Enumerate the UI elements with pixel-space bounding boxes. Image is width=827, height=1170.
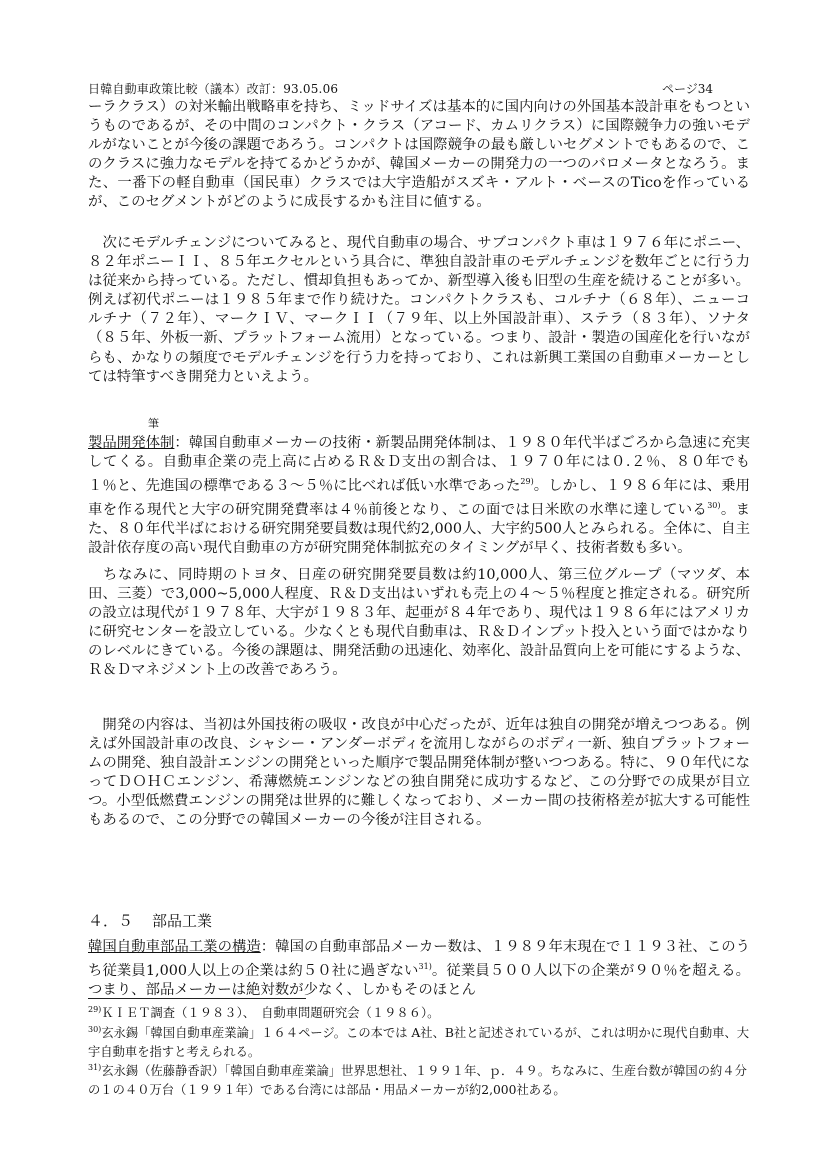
paragraph-model-change: 次にモデルチェンジについてみると、現代自動車の場合、サブコンパクト車は１９７６年にポニー、８２年ポニーＩＩ、８５年エクセルという具合に、準独自設計車のモデルチェンジを数年ごとに行う力は従来から持っている。ただし、慣却負担もあってか、新型導入後も旧型の生産を続けることが多い。例えば初代ポニーは１９８５年まで作り続けた。コンパクトクラスも、コルチナ（６８年）、ニューコルチナ（７２年）、マークＩＶ、マークＩＩ（７９年、以上外国設計車）、ステラ（８３年）、ソナタ（８５年、外板一新、プラットフォーム流用）となっている。つまり、設計・製造の国産化を行いながらも、かなりの頻度でモデルチェンジを行う力を持っており、これは新興工業国の自動車メーカーとしては特筆すべき開発力といえよう。 (88, 235, 750, 385)
section-number: ４．５ (88, 912, 134, 930)
parts-text-2: 。従業員５００人以下の企業が９０％を超える。つまり、部品メーカーは絶対数が少なく、しかもそのほとん (88, 962, 750, 998)
footnote-text: 玄永錫「韓国自動車産業論」１６４ページ。この本では A社、B社と記述されているが、これは明かに現代自動車、大宇自動車を指すと考えられる。 (88, 1026, 750, 1060)
rd-text-3: 。また、８０年代半ばにおける研究開発要員数は現代約2,000人、大宇約500人とみられる。全体に、自主設計依存度の高い現代自動車の方が研究開発体制拡充のタイミングが早く、技術者数も多い。 (88, 501, 750, 557)
paragraph-development: 開発の内容は、当初は外国技術の吸収・改良が中心だったが、近年は独自の開発が増えつつある。例えば外国設計車の改良、シャシー・アンダーボディを流用しながらのボディ一新、独自プラットフォームの開発、独自設計エンジンの開発といった順序で製品開発体制が整いつつある。特に、９０年代になってＤＯＨＣエンジン、希薄燃焼エンジンなどの独自開発に成功するなど、この分野での成果が目立つ。小型低燃費エンジンの開発は世界的に難しくなっており、メーカー間の技術格差が拡大する可能性もあるので、この分野での韓国メーカーの今後が注目される。 (88, 717, 750, 829)
footnote-31 (88, 1058, 750, 1100)
page-number: ページ34 (662, 82, 714, 96)
section-title: 部品工業 (152, 912, 213, 930)
footnote-mark: 29) (88, 1005, 102, 1014)
parts-heading: 韓国自動車部品工業の構造 (88, 939, 261, 955)
rd-heading: 製品開発体制 (88, 435, 175, 451)
rd-text-1: ：韓国自動車メーカーの技術・新製品開発体制は、１９８０年代半ばごろから急速に充実してくる。自動車企業の売上高に占めるＲ＆Ｄ支出の割合は、１９７０年には０.２％、８０年でも１％と、先進国の標準である３～５％に比べれば低い水準であった (88, 435, 750, 494)
paragraph-rd-comparison: ちなみに、同時期のトヨタ、日産の研究開発要員数は約10,000人、第三位グループ（マツダ、本田、三菱）で3,000~5,000人程度、Ｒ＆Ｄ支出はいずれも売上の４～５％程度と推定される。研究所の設立は現代が１９７８年、大宇が１９８３年、起亜が８４年であり、現代は１９８６年にはアメリカに研究センターを設立している。少なくとも現代自動車は、Ｒ＆Ｄインプット投入という面ではかなりのレベルにきている。今後の課題は、開発活動の迅速化、効率化、設計品質向上を可能にするような、Ｒ＆Ｄマネジメント上の改善であろう。 (88, 567, 750, 679)
footnote-text: ＫＩＥＴ調査（１９８３）、 自動車問題研究会（１９８６）。 (101, 1006, 440, 1021)
footnote-mark: 30) (88, 1025, 102, 1034)
running-header: 日韓自動車政策比較（議本）改訂：93.05.06 (88, 82, 339, 96)
footnote-ref-29: 29) (520, 477, 534, 487)
rd-text-2: 。しかし、１９８６年には、乗用車を作る現代と大宇の研究開発費率は４％前後となり、この面では日米欧の水準に達している (88, 477, 750, 518)
footnote-30 (88, 1020, 750, 1062)
footnote-ref-30: 30) (707, 501, 721, 511)
paragraph-parts-structure (88, 938, 750, 1000)
paragraph-rd-system (88, 434, 750, 558)
footnote-ref-31: 31) (418, 962, 432, 972)
handwritten-annotation: 筆 (148, 417, 159, 430)
parts-text-1: ：韓国の自動車部品メーカー数は、１９８９年末現在で１１９３社、このうち従業員1,000人以上の企業は約５０社に過ぎない (88, 939, 750, 979)
section-heading (88, 910, 212, 931)
footnote-text: 玄永錫（佐藤静香訳）「韓国自動車産業論」世界思想社、１９９１年、ｐ．４９。ちなみに、生産台数が韓国の約４分の１の４０万台（１９９１年）である台湾には部品・用品メーカーが約2,000社ある。 (88, 1064, 747, 1098)
paragraph-lineup: ーラクラス）の対米輸出戦略車を持ち、ミッドサイズは基本的に国内向けの外国基本設計車をもつというものであるが、その中間のコンパクト・クラス（アコード、カムリクラス）に国際競争力の強いモデルがないことが今後の課題であろう。コンパクトは国際競争の最も厳しいセグメントでもあるので、このクラスに強力なモデルを持てるかどうかが、韓国メーカーの開発力の一つのバロメータとなろう。また、一番下の軽自動車（国民車）クラスでは大宇造船がスズキ・アルト・ベースのTicoを作っているが、このセグメントがどのように成長するかも注目に値する。 (88, 99, 750, 211)
footnote-mark: 31) (88, 1063, 102, 1072)
footnote-divider (88, 998, 306, 999)
